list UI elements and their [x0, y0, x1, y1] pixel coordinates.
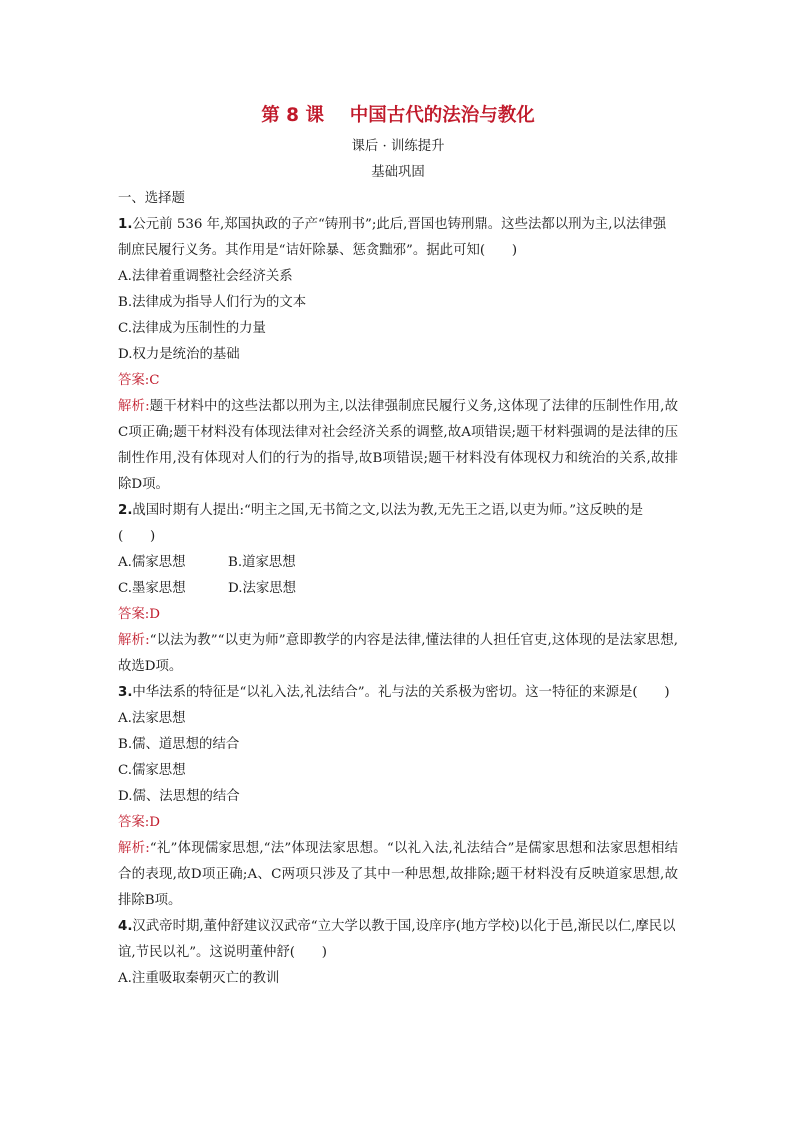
option-a: A.法家思想: [118, 711, 186, 726]
question-number: 3.: [118, 685, 133, 700]
option-a: A.法律着重调整社会经济关系: [118, 269, 293, 284]
document-page: [118, 104, 678, 992]
analysis: [118, 394, 678, 498]
question-stem: 汉武帝时期,董仲舒建议汉武帝“立大学以教于国,设庠序(地方学校)以化于邑,渐民以仁,摩民以谊,节民以礼”。这说明董仲舒( ): [118, 919, 676, 960]
option-d: D.权力是统治的基础: [118, 347, 240, 362]
option-d: D.儒、法思想的结合: [118, 789, 240, 804]
question-2: [118, 498, 678, 550]
analysis-label: 解析:: [118, 633, 150, 648]
option-b: B.道家思想: [228, 555, 296, 570]
answer-line: [118, 810, 678, 836]
page-subtitle: 课后 · 训练提升: [351, 139, 445, 154]
question-type-heading: 一、选择题: [118, 191, 185, 206]
question-number: 2.: [118, 503, 133, 518]
answer-label: 答案:: [118, 815, 150, 830]
analysis: [118, 836, 678, 914]
option-c: C.儒家思想: [118, 763, 186, 778]
options-row: [118, 576, 678, 602]
question-stem: 战国时期有人提出:“明主之国,无书简之文,以法为教,无先王之语,以吏为师。”这反映的是( ): [118, 503, 643, 544]
question-number: 1.: [118, 217, 133, 232]
question-stem: 公元前 536 年,郑国执政的子产“铸刑书”;此后,晋国也铸刑鼎。这些法都以刑为主,以法律强制庶民履行义务。其作用是“诘奸除暴、惩贪黜邪”。据此可知( ): [118, 217, 667, 258]
analysis-label: 解析:: [118, 841, 150, 856]
answer-label: 答案:: [118, 373, 150, 388]
option-a: A.注重吸取秦朝灭亡的教训: [118, 971, 280, 986]
answer-line: [118, 602, 678, 628]
question-4: [118, 914, 678, 966]
option-b: B.法律成为指导人们行为的文本: [118, 295, 307, 310]
analysis-label: 解析:: [118, 399, 150, 414]
question-1: [118, 212, 678, 264]
section-heading: 基础巩固: [371, 165, 425, 180]
analysis-text: 题干材料中的这些法都以刑为主,以法律强制庶民履行义务,这体现了法律的压制性作用,故C项正确;题干材料没有体现法律对社会经济关系的调整,故A项错误;题干材料强调的是法律的压制性作用,没有体现对人们的行为的指导,故B项错误;题干材料没有体现权力和统治的关系,故排除D项。: [118, 399, 678, 492]
answer-label: 答案:: [118, 607, 150, 622]
question-stem: 中华法系的特征是“以礼入法,礼法结合”。礼与法的关系极为密切。这一特征的来源是( ): [132, 685, 670, 700]
answer-value: D: [149, 607, 161, 622]
option-d: D.法家思想: [228, 581, 297, 596]
option-a: A.儒家思想: [118, 555, 186, 570]
analysis-text: “以法为教”“以吏为师”意即教学的内容是法律,懂法律的人担任官吏,这体现的是法家思想,故选D项。: [118, 633, 679, 674]
analysis: [118, 628, 678, 680]
answer-line: [118, 368, 678, 394]
answer-value: D: [149, 815, 161, 830]
question-number: 4.: [118, 919, 133, 934]
option-b: B.儒、道思想的结合: [118, 737, 240, 752]
page-title: 第 8 课 中国古代的法治与教化: [261, 105, 535, 126]
question-3: [118, 680, 678, 706]
analysis-text: “礼”体现儒家思想,“法”体现法家思想。“以礼入法,礼法结合”是儒家思想和法家思想相结合的表现,故D项正确;A、C两项只涉及了其中一种思想,故排除;题干材料没有反映道家思想,故排除B项。: [118, 841, 678, 908]
answer-value: C: [149, 373, 160, 388]
option-c: C.法律成为压制性的力量: [118, 321, 266, 336]
options-row: [118, 550, 678, 576]
option-c: C.墨家思想: [118, 581, 186, 596]
